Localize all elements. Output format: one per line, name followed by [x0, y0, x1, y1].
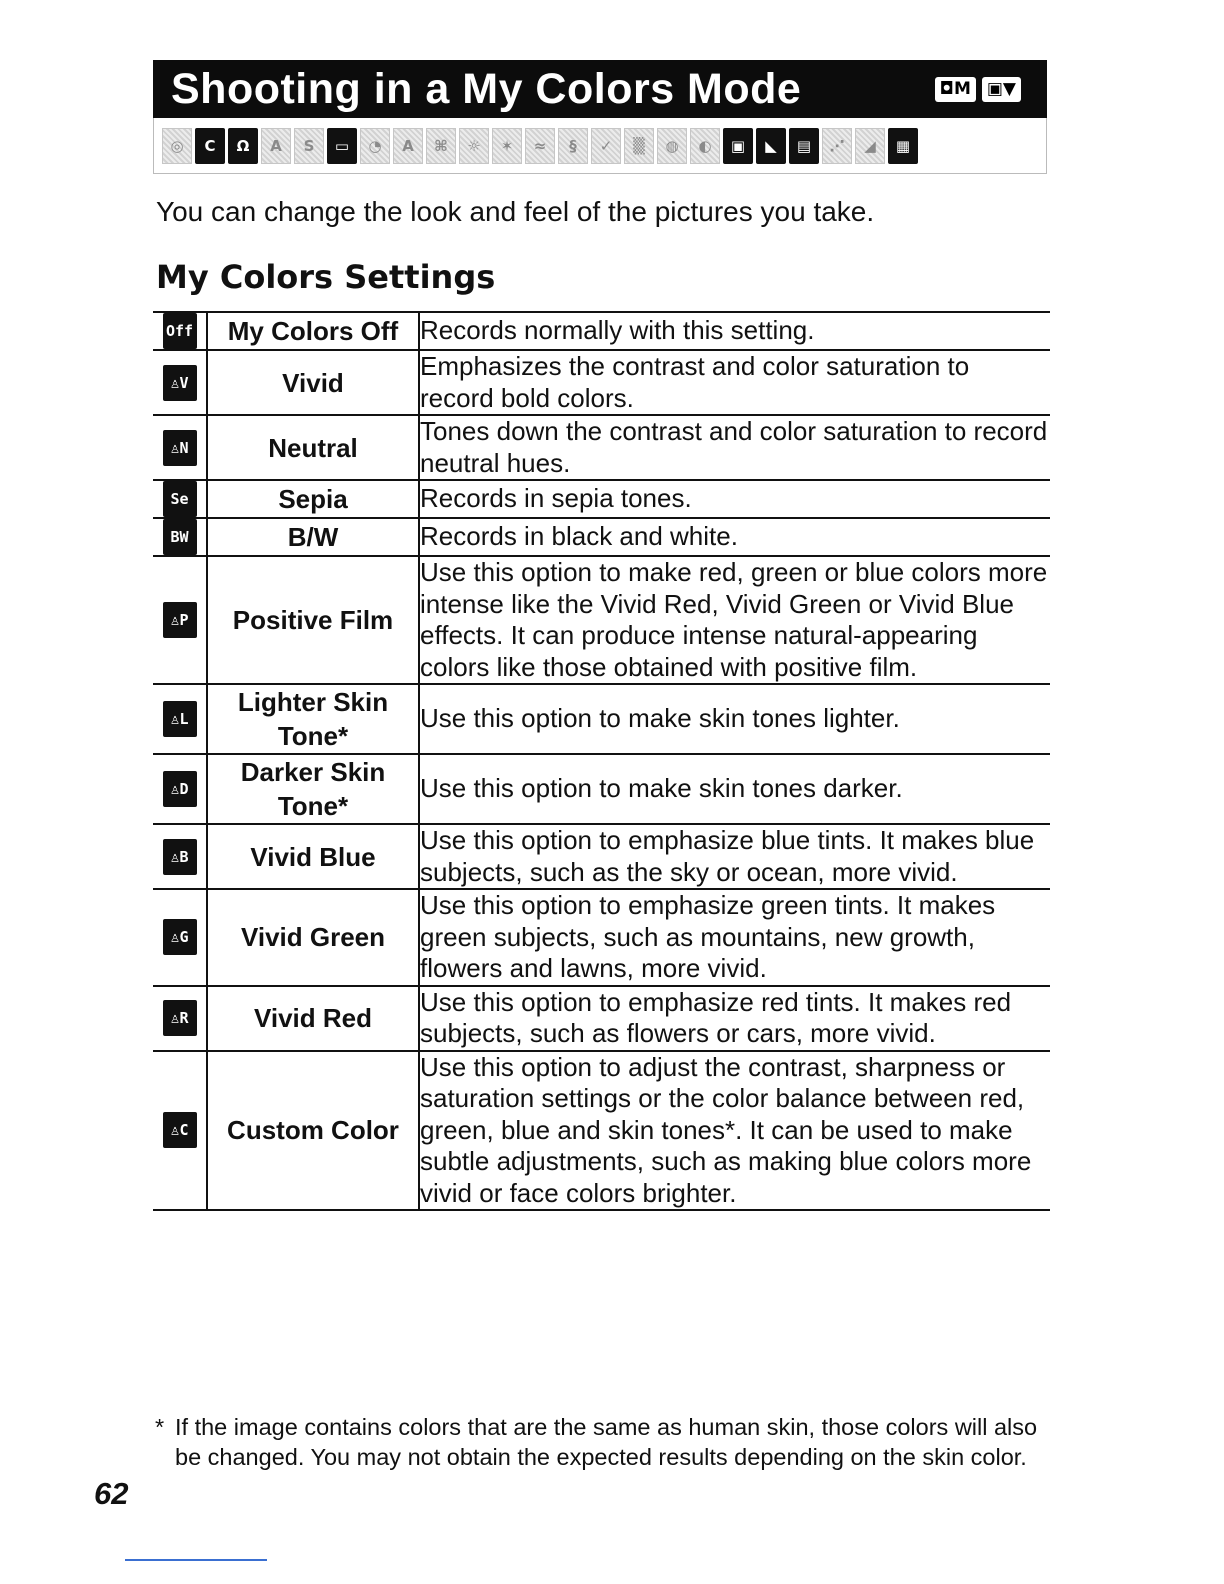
- shooting-mode-icon: ◐: [690, 128, 720, 164]
- shooting-mode-icon: ◢: [855, 128, 885, 164]
- my-colors-setting-icon: ♙G: [163, 919, 197, 955]
- bottom-rule: [125, 1559, 267, 1561]
- shooting-mode-icon: ▭: [327, 128, 357, 164]
- table-row: [153, 415, 1050, 480]
- shooting-mode-icon: ◍: [657, 128, 687, 164]
- shooting-mode-icon: ✶: [492, 128, 522, 164]
- shooting-mode-icon: ▒: [624, 128, 654, 164]
- footnote-mark: *: [155, 1414, 165, 1440]
- shooting-mode-icon: ◎: [162, 128, 192, 164]
- table-row: [153, 350, 1050, 415]
- shooting-mode-icon: ☼: [459, 128, 489, 164]
- setting-name: Vivid Blue: [207, 824, 419, 889]
- shooting-mode-icon: ▦: [888, 128, 918, 164]
- setting-name: Custom Color: [207, 1051, 419, 1211]
- my-colors-mode-icon: ◘M: [935, 77, 976, 102]
- setting-name: B/W: [207, 518, 419, 556]
- setting-icon-cell: [153, 350, 207, 415]
- my-colors-setting-icon: BW: [163, 519, 197, 555]
- my-colors-setting-icon: ♙C: [163, 1112, 197, 1148]
- my-colors-setting-icon: Off: [163, 313, 197, 349]
- setting-icon-cell: [153, 1051, 207, 1211]
- intro-text: You can change the look and feel of the pictures you take.: [156, 196, 875, 227]
- table-row: [153, 556, 1050, 684]
- table-row: [153, 518, 1050, 556]
- shooting-mode-icon: Ω: [228, 128, 258, 164]
- shooting-mode-icon: ✓: [591, 128, 621, 164]
- table-row: [153, 889, 1050, 986]
- setting-description: Use this option to make red, green or blue colors more intense like the Vivid Red, Vivid Green or Vivid Blue effects. It can produce intense natural-appearing colors like those obtained with positive film.: [419, 556, 1050, 684]
- shooting-mode-icon: ≈: [525, 128, 555, 164]
- setting-description: Records in black and white.: [419, 518, 1050, 556]
- table-row: [153, 684, 1050, 754]
- shooting-mode-icon: ⌘: [426, 128, 456, 164]
- table-row: [153, 480, 1050, 518]
- shooting-mode-icon: ▤: [789, 128, 819, 164]
- setting-icon-cell: [153, 986, 207, 1051]
- my-colors-setting-icon: ♙R: [163, 1000, 197, 1036]
- page-title: Shooting in a My Colors Mode: [171, 64, 802, 113]
- setting-name: Vivid Green: [207, 889, 419, 986]
- table-row: [153, 312, 1050, 350]
- shooting-mode-icon: C: [195, 128, 225, 164]
- setting-description: Tones down the contrast and color saturation to record neutral hues.: [419, 415, 1050, 480]
- shooting-mode-icon: A: [261, 128, 291, 164]
- setting-description: Use this option to make skin tones lighter.: [419, 684, 1050, 754]
- title-mode-icons: [935, 77, 1021, 102]
- setting-description: Records in sepia tones.: [419, 480, 1050, 518]
- setting-name: Sepia: [207, 480, 419, 518]
- table-row: [153, 1051, 1050, 1211]
- shooting-mode-icon: §: [558, 128, 588, 164]
- my-colors-setting-icon: ♙V: [163, 365, 197, 401]
- shooting-mode-strip: [153, 118, 1047, 174]
- setting-description: Use this option to make skin tones darker.: [419, 754, 1050, 824]
- setting-description: Use this option to emphasize green tints. It makes green subjects, such as mountains, new growth, flowers and lawns, more vivid.: [419, 889, 1050, 986]
- setting-name: Neutral: [207, 415, 419, 480]
- setting-name: My Colors Off: [207, 312, 419, 350]
- setting-name: Vivid Red: [207, 986, 419, 1051]
- table-row: [153, 824, 1050, 889]
- setting-name: Positive Film: [207, 556, 419, 684]
- my-colors-setting-icon: ♙N: [163, 430, 197, 466]
- footnote-text: If the image contains colors that are the same as human skin, those colors will also be changed. You may not obtain the expected results depending on the skin color.: [175, 1414, 1038, 1470]
- setting-description: Use this option to emphasize red tints. It makes red subjects, such as flowers or cars, more vivid.: [419, 986, 1050, 1051]
- setting-description: Records normally with this setting.: [419, 312, 1050, 350]
- shooting-mode-icon: A: [393, 128, 423, 164]
- my-colors-setting-icon: Se: [163, 481, 197, 517]
- shooting-mode-icon: ▣: [723, 128, 753, 164]
- shooting-mode-icon: ◣: [756, 128, 786, 164]
- my-colors-setting-icon: ♙P: [163, 602, 197, 638]
- my-colors-setting-icon: ♙D: [163, 771, 197, 807]
- page-number: 62: [94, 1476, 129, 1511]
- setting-icon-cell: [153, 480, 207, 518]
- setting-description: Emphasizes the contrast and color saturation to record bold colors.: [419, 350, 1050, 415]
- setting-icon-cell: [153, 518, 207, 556]
- setting-icon-cell: [153, 415, 207, 480]
- settings-table-body: [153, 312, 1050, 1210]
- shooting-mode-icon: S: [294, 128, 324, 164]
- table-row: [153, 754, 1050, 824]
- shooting-mode-icon: ⋰: [822, 128, 852, 164]
- setting-icon-cell: [153, 684, 207, 754]
- my-colors-settings-table: [153, 311, 1050, 1211]
- my-colors-setting-icon: ♙L: [163, 701, 197, 737]
- setting-icon-cell: [153, 556, 207, 684]
- setting-icon-cell: [153, 824, 207, 889]
- table-row: [153, 986, 1050, 1051]
- setting-icon-cell: [153, 754, 207, 824]
- setting-name: Darker Skin Tone*: [207, 754, 419, 824]
- movie-mode-icon: ▣▼: [982, 77, 1021, 102]
- setting-name: Lighter Skin Tone*: [207, 684, 419, 754]
- section-title: My Colors Settings: [156, 258, 496, 296]
- setting-name: Vivid: [207, 350, 419, 415]
- footnote: [155, 1412, 1050, 1472]
- my-colors-setting-icon: ♙B: [163, 839, 197, 875]
- title-bar: [153, 60, 1047, 118]
- setting-description: Use this option to adjust the contrast, sharpness or saturation settings or the color balance between red, green, blue and skin tones*. It can be used to make subtle adjustments, such as making blue colors more vivid or face colors brighter.: [419, 1051, 1050, 1211]
- shooting-mode-icon: ◔: [360, 128, 390, 164]
- setting-icon-cell: [153, 312, 207, 350]
- setting-description: Use this option to emphasize blue tints. It makes blue subjects, such as the sky or ocean, more vivid.: [419, 824, 1050, 889]
- setting-icon-cell: [153, 889, 207, 986]
